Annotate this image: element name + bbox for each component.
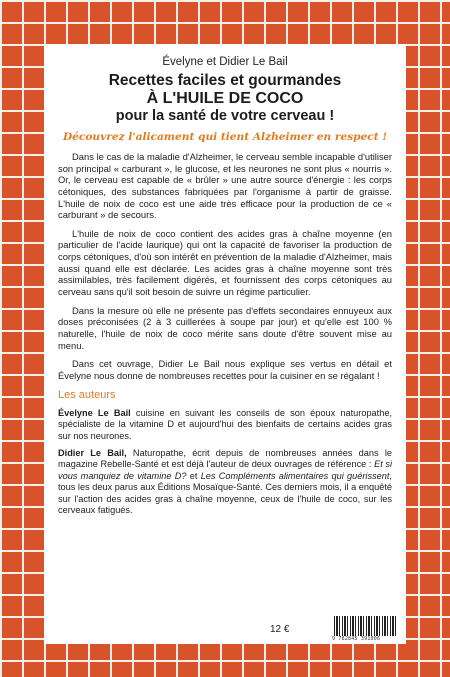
bio-didier-name: Didier Le Bail, [58,447,127,458]
title-line-2: À L'HUILE DE COCO [146,89,304,107]
paragraph-3: Dans la mesure où elle ne présente pas d'effets secondaires ennuyeux aux doses préconisées (2 à 3 cuillerées à soupe par jour) et qu'elle est 100 % naturelle, l'huile de noix de coco mérite sans doute d'être souvent mise au menu. [58,304,392,351]
authors-heading: Les auteurs [58,388,116,401]
bio-didier-text-3: , tous les deux parus aux Éditions Mosaïque-Santé. Ces derniers mois, il a enquêté sur l'action des acides gras à chaîne moyenne, ceux de l'huile de coco, sur les cerveaux fatigués. [58,470,392,515]
tagline: Découvrez l'alicament qui tient Alzheimer en respect ! [62,130,387,143]
back-cover-panel [44,44,406,644]
bio-evelyne [58,408,392,442]
paragraph-1: Dans le cas de la maladie d'Alzheimer, le cerveau semble incapable d'utiliser son principal « carburant », le glucose, et les neurones ne sont plus « nourris ». Or, le cerveau est capable de « brûler » une autre source d'énergie : les corps cétoniques, des substances fabriquées par l'organisme à partir de graisse. L'huile de noix de coco est une aide très efficace pour la production de ce « carburant » de secours. [58,150,392,221]
paragraph-4: Dans cet ouvrage, Didier Le Bail nous explique ses vertus en détail et Évelyne nous donne de nombreuses recettes pour la cuisiner en se régalant ! [58,358,392,382]
bio-didier-book-2: Les Compléments alimentaires qui guérissent [200,470,390,481]
bio-didier-book-1: Et si vous manquiez de vitamine D? [58,459,392,481]
price: 12 € [270,624,290,635]
book-title [58,72,392,125]
barcode-icon [334,616,396,636]
title-line-1: Recettes faciles et gourmandes [108,72,342,89]
bio-didier-text-1: Naturopathe, écrit depuis de nombreuses années dans le magazine Rebelle-Santé et est déjà l'auteur de deux ouvrages de référence : [58,447,392,470]
bio-evelyne-name: Évelyne Le Bail [58,407,131,418]
paragraph-2: L'huile de noix de coco contient des acides gras à chaîne moyenne (en particulier de l'acide laurique) qui ont la capacité de favoriser la production de corps cétoniques, d'où son intérêt en prévention de la maladie d'Alzheimer, mais aussi quand elle est déclarée. Les acides gras à chaîne moyenne sont très assimilables, très facilement digérés, et fournissent des corps cétoniques au cerveau sans qu'il soit besoin de suivre un régime particulier. [58,227,392,298]
title-line-3: pour la santé de votre cerveau ! [115,108,335,125]
cover-authors: Évelyne et Didier Le Bail [162,56,288,68]
bio-didier [58,448,392,516]
isbn-number: 9 782845 391006 [332,636,381,642]
bio-evelyne-text: cuisine en suivant les conseils de son époux naturopathe, spécialiste de la vitamine D et aujourd'hui des bienfaits de certains acides gras sur nos neurones. [58,407,392,441]
bio-didier-text-2: et [186,470,201,481]
